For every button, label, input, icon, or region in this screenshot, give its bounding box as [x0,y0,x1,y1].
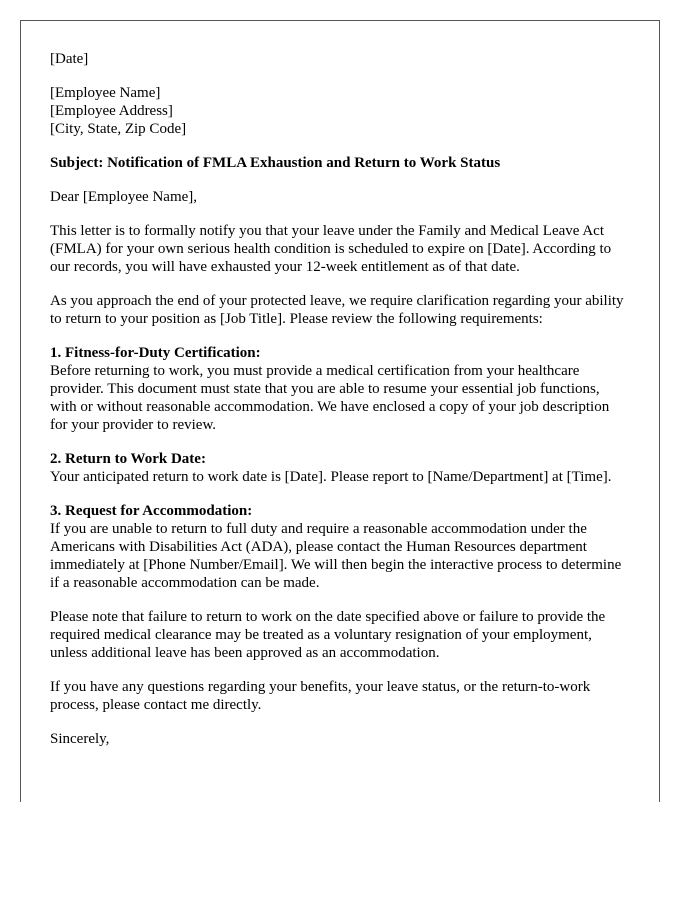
section-title: 3. Request for Accommodation: [50,503,253,519]
intro-paragraph: This letter is to formally notify you that your leave under the Family and Medical Leave Act (FMLA) for your own serious health condition is scheduled to expire on [Date]. According to our records, you will have exhausted your 12-week entitlement as of that date. [50,223,612,275]
recipient-address: [Employee Address] [50,103,173,119]
section-accommodation [50,502,630,592]
notice-paragraph: Please note that failure to return to work on the date specified above or failure to provide the required medical clearance may be treated as a voluntary resignation of your employment, unless additional leave has been approved as an accommodation. [50,609,606,661]
section-fitness-for-duty [50,344,630,434]
letter-date: [Date] [50,51,89,67]
letter-content [50,50,630,764]
recipient-address-block [50,84,630,138]
letter-page [20,20,660,802]
letter-subject: Subject: Notification of FMLA Exhaustion and Return to Work Status [50,155,501,171]
section-return-date [50,450,630,486]
approach-paragraph: As you approach the end of your protected leave, we require clarification regarding your ability to return to your position as [Job Title]. Please review the following requirements: [50,293,624,327]
section-body: Your anticipated return to work date is [Date]. Please report to [Name/Department] at [Time]. [50,469,612,485]
questions-paragraph: If you have any questions regarding your benefits, your leave status, or the return-to-work process, please contact me directly. [50,679,591,713]
section-title: 2. Return to Work Date: [50,451,206,467]
section-body: Before returning to work, you must provide a medical certification from your healthcare provider. This document must state that you are able to resume your essential job functions, with or without reasonable accommodation. We have enclosed a copy of your job description for your provider to review. [50,363,610,433]
letter-closing: Sincerely, [50,731,110,747]
letter-salutation: Dear [Employee Name], [50,189,198,205]
section-body: If you are unable to return to full duty and require a reasonable accommodation under the Americans with Disabilities Act (ADA), please contact the Human Resources department immediately at [Phone Number/Email]. We will then begin the interactive process to determine if a reasonable accommodation can be made. [50,521,622,591]
section-title: 1. Fitness-for-Duty Certification: [50,345,261,361]
recipient-name: [Employee Name] [50,85,161,101]
recipient-city-state-zip: [City, State, Zip Code] [50,121,187,137]
